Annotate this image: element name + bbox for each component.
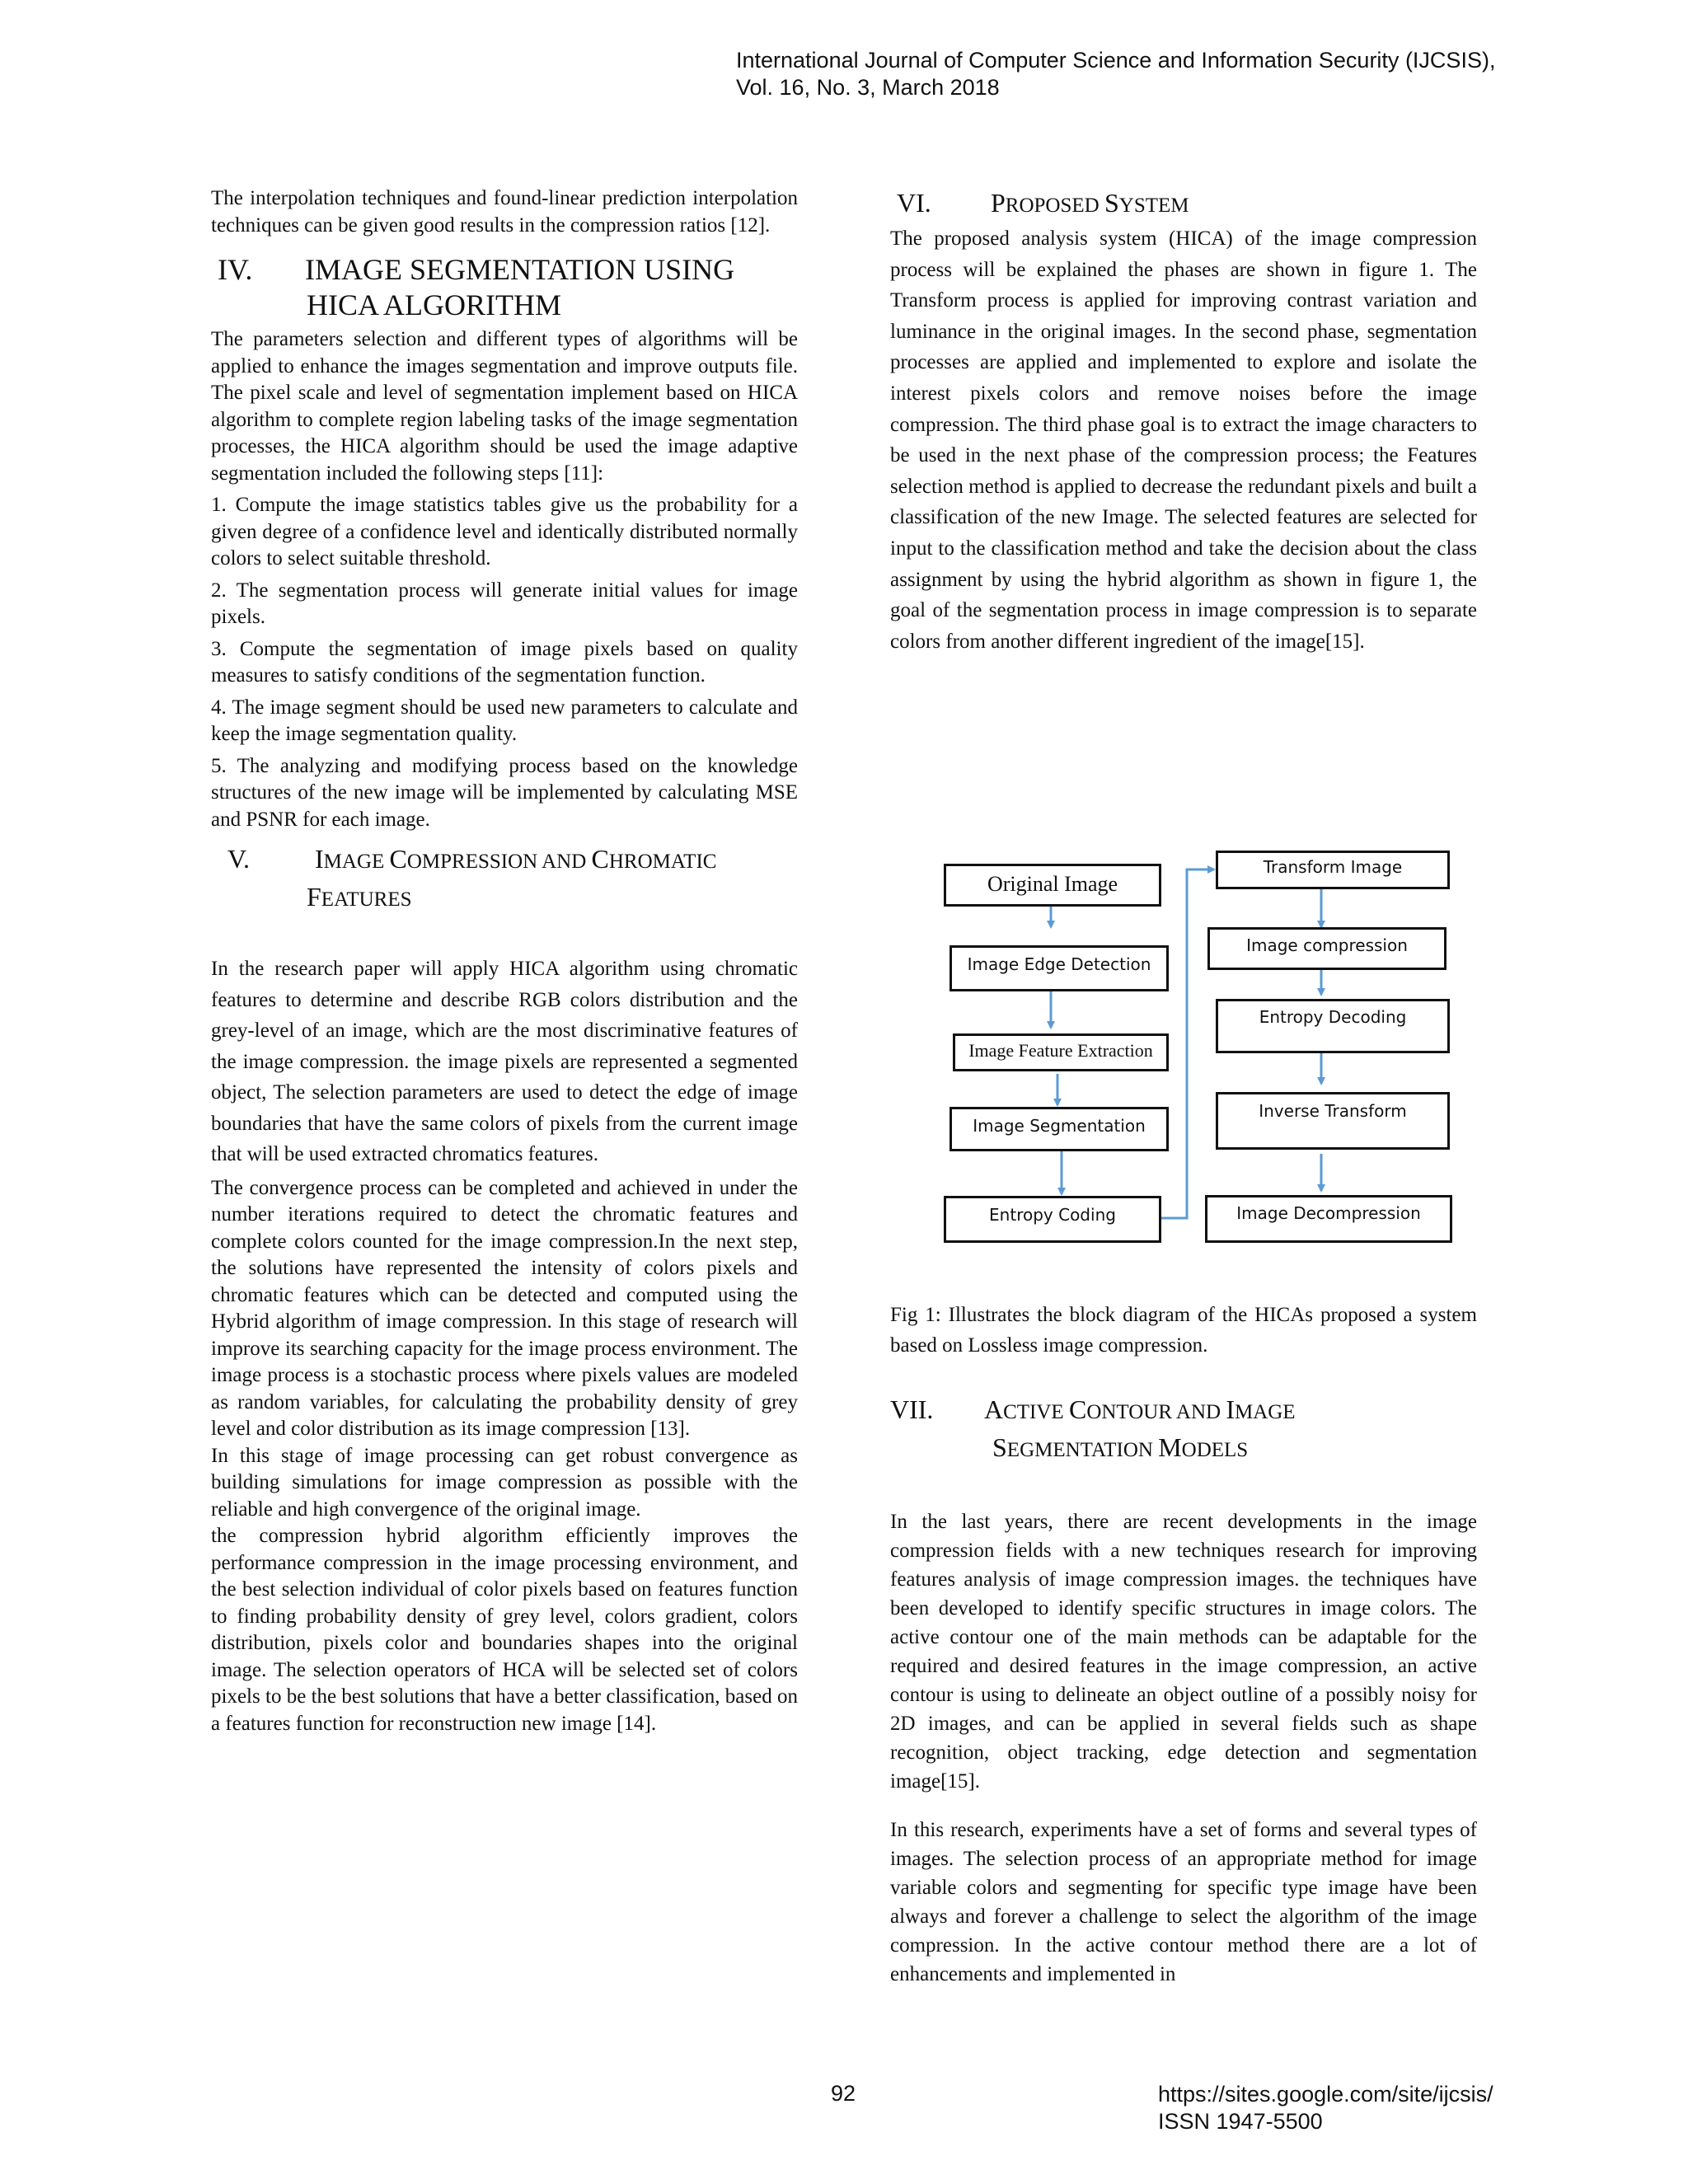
box-image-compression: Image compression bbox=[1207, 927, 1447, 970]
section-7-paragraph-2: In this research, experiments have a set of forms and several types of images. The selection process of an appropriate method for image variable colors and segmenting for specific type image have been always and forever a challenge to select the algorithm of the image compression. In the active contour method there are a lot of enhancements and implemented in bbox=[890, 1819, 1477, 1985]
box-image-edge-detection: Image Edge Detection bbox=[950, 945, 1169, 991]
section-4-heading bbox=[211, 252, 798, 323]
section-6-heading bbox=[890, 185, 1477, 223]
section-6-paragraph: The proposed analysis system (HICA) of the image compression process will be explained the phases are shown in figure 1. The Transform process is applied for improving contrast variation and luminance in the original images. In the second phase, segmentation processes are applied and implemented to explore and isolate the interest pixels colors and remove noises before the image compression. The third phase goal is to extract the image characters to be used in the next phase of the compression process; the Features selection method is applied to decrease the redundant pixels and built a classification of the new Image. The selected features are selected for input to the classification method and take the decision about the class assignment by using the hybrid algorithm as shown in figure 1, the goal of the segmentation process in image compression is to separate colors from another different ingredient of the image[15]. bbox=[890, 227, 1477, 653]
step-3: 3. Compute the segmentation of image pixels based on quality measures to satisfy conditions of the segmentation function. bbox=[211, 637, 798, 687]
figure-1-caption: Fig 1: Illustrates the block diagram of the HICAs proposed a system based on Lossless image compression. bbox=[890, 1304, 1477, 1357]
section-5-title-line1: IMAGE COMPRESSION AND CHROMATIC bbox=[315, 844, 717, 874]
footer-info bbox=[1158, 2081, 1493, 2135]
section-5-title-line2: FEATURES bbox=[307, 882, 412, 912]
section-7-heading bbox=[890, 1392, 1477, 1468]
intro-paragraph: The interpolation techniques and found-linear prediction interpolation techniques can be given good results in the compression ratios [12]. bbox=[211, 187, 798, 237]
section-7-title-line2: SEGMENTATION MODELS bbox=[992, 1432, 1249, 1462]
journal-url: https://sites.google.com/site/ijcsis/ bbox=[1158, 2082, 1493, 2107]
journal-title: International Journal of Computer Science and Information Security (IJCSIS), bbox=[736, 48, 1496, 73]
section-5-paragraph-2: The convergence process can be completed and achieved in under the number iterations required to detect the chromatic features and complete colors counted for the image compression.In the next step, the solutions have represented the intensity of colors pixels and chromatic features which can be detected and computed using the Hybrid algorithm of image compression. In this stage of research will improve its searching capacity for the image process environment. The image process is a stochastic process where pixels values are modeled as random variables, for calculating the probability density of grey level and color distribution as its image compression [13]. bbox=[211, 1176, 798, 1440]
section-7-number: VII. bbox=[890, 1394, 934, 1424]
box-entropy-coding: Entropy Coding bbox=[944, 1196, 1161, 1243]
right-column bbox=[890, 185, 1477, 657]
section-4-number: IV. bbox=[218, 253, 253, 286]
page-number: 92 bbox=[831, 2081, 856, 2106]
box-image-decompression: Image Decompression bbox=[1205, 1195, 1452, 1243]
section-6-number: VI. bbox=[897, 188, 931, 218]
box-transform-image: Transform Image bbox=[1216, 851, 1450, 889]
section-5-heading bbox=[211, 841, 798, 917]
section-7-paragraph-1: In the last years, there are recent developments in the image compression fields with a new techniques research for improving features analysis of image compression images. the techniques have been developed to identify specific structures in image colors. The active contour one of the main methods can be adaptable for the required and desired features in the image compression, an active contour is using to delineate an object outline of a possibly noisy for 2D images, and can be applied in several fields such as shape recognition, object tracking, edge detection and segmentation image[15]. bbox=[890, 1511, 1477, 1793]
issn: ISSN 1947-5500 bbox=[1158, 2109, 1323, 2134]
step-4: 4. The image segment should be used new parameters to calculate and keep the image segmentation quality. bbox=[211, 696, 798, 745]
step-5: 5. The analyzing and modifying process based on the knowledge structures of the new image will be implemented by calculating MSE and PSNR for each image. bbox=[211, 754, 798, 831]
box-entropy-decoding: Entropy Decoding bbox=[1216, 999, 1450, 1053]
left-column bbox=[211, 185, 798, 1737]
section-5-paragraph-1: In the research paper will apply HICA algorithm using chromatic features to determine and describe RGB colors distribution and the grey-level of an image, which are the most discriminative features of the image compression. the image pixels are represented a segmented object, The selection parameters are used to detect the edge of image boundaries that have the same colors of pixels from the current image that will be used extracted chromatics features. bbox=[211, 958, 798, 1165]
right-column-lower bbox=[890, 1300, 1477, 1989]
section-5-paragraph-3: In this stage of image processing can get robust convergence as building simulations for image compression as possible with the reliable and high convergence of the original image. bbox=[211, 1444, 798, 1521]
box-image-segmentation: Image Segmentation bbox=[950, 1107, 1169, 1151]
section-7-title-line1: ACTIVE CONTOUR AND IMAGE bbox=[984, 1394, 1296, 1424]
journal-volume: Vol. 16, No. 3, March 2018 bbox=[736, 75, 1000, 100]
step-1: 1. Compute the image statistics tables give us the probability for a given degree of a confidence level and identically distributed normally colors to select suitable threshold. bbox=[211, 494, 798, 569]
section-5-paragraph-4: the compression hybrid algorithm efficiently improves the performance compression in the image processing environment, and the best selection individual of color pixels based on features function to finding probability density of grey level, colors gradient, colors distribution, pixels color and boundaries shapes into the original image. The selection operators of HCA will be selected set of colors pixels to be the best solutions that have a better classification, based on a features function for reconstruction new image [14]. bbox=[211, 1525, 798, 1735]
section-5-number: V. bbox=[227, 844, 250, 874]
box-original-image: Original Image bbox=[944, 864, 1161, 907]
section-4-title-line2: HICA ALGORITHM bbox=[307, 288, 562, 321]
section-4-title-line1: IMAGE SEGMENTATION USING bbox=[305, 253, 735, 286]
section-4-paragraph: The parameters selection and different types of algorithms will be applied to enhance the images segmentation and improve outputs file. The pixel scale and level of segmentation implement based on HICA algorithm to complete region labeling tasks of the image segmentation processes, the HICA algorithm should be used the image adaptive segmentation included the following steps [11]: bbox=[211, 328, 798, 485]
figure-1-diagram bbox=[940, 845, 1467, 1257]
box-inverse-transform: Inverse Transform bbox=[1216, 1092, 1450, 1150]
journal-header bbox=[736, 47, 1495, 101]
box-image-feature-extraction: Image Feature Extraction bbox=[953, 1033, 1169, 1071]
section-6-title: PROPOSED SYSTEM bbox=[991, 188, 1189, 218]
step-2: 2. The segmentation process will generate initial values for image pixels. bbox=[211, 579, 798, 628]
